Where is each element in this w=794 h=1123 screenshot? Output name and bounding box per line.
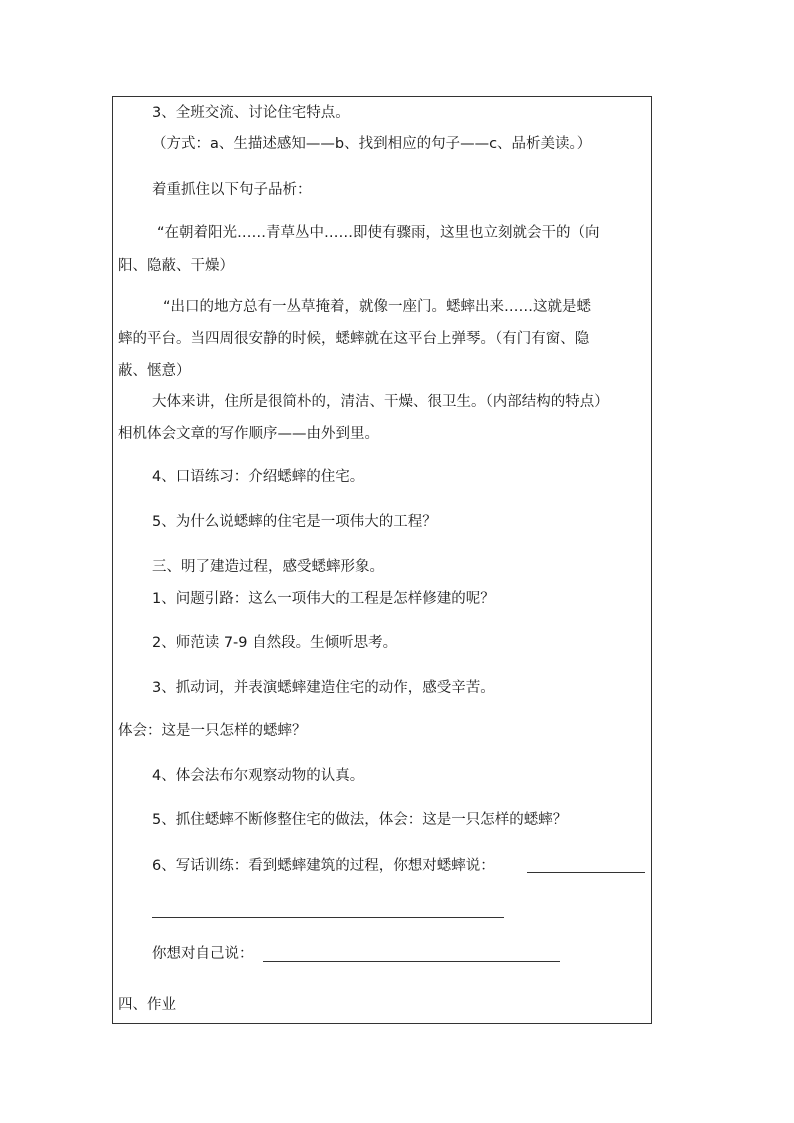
answer-blank-cricket-2 bbox=[152, 917, 504, 918]
text-line-15: 2、师范读 7-9 自然段。生倾听思考。 bbox=[152, 635, 398, 651]
text-line-6: “出口的地方总有一丛草掩着，就像一座门。蟋蟀出来……这就是蟋 bbox=[163, 299, 592, 315]
text-line-14: 1、问题引路：这么一项伟大的工程是怎样修建的呢？ bbox=[152, 591, 495, 607]
text-line-5: 阳、隐蔽、干燥） bbox=[118, 258, 234, 274]
writing-prompt-cricket: 6、写话训练：看到蟋蟀建筑的过程，你想对蟋蟀说： bbox=[152, 858, 495, 874]
text-line-9: 大体来讲，住所是很简朴的，清洁、干燥、很卫生。（内部结构的特点） bbox=[152, 394, 609, 410]
writing-prompt-line bbox=[152, 856, 495, 876]
writing-prompt-self-line bbox=[152, 944, 254, 964]
text-line-19: 5、抓住蟋蟀不断修整住宅的做法，体会：这是一只怎样的蟋蟀？ bbox=[152, 812, 568, 828]
text-line-10: 相机体会文章的写作顺序——由外到里。 bbox=[118, 426, 379, 442]
text-line-2: （方式：a、生描述感知——b、找到相应的句子——c、品析美读。） bbox=[152, 136, 592, 152]
section-homework: 四、作业 bbox=[118, 997, 176, 1013]
text-line-11: 4、口语练习：介绍蟋蟀的住宅。 bbox=[152, 469, 365, 485]
text-line-7: 蟀的平台。当四周很安静的时候，蟋蟀就在这平台上弹琴。（有门有窗、隐 bbox=[118, 331, 590, 347]
answer-blank-self bbox=[263, 961, 560, 962]
text-line-13: 三、明了建造过程，感受蟋蟀形象。 bbox=[152, 559, 384, 575]
text-line-16: 3、抓动词，并表演蟋蟀建造住宅的动作，感受辛苦。 bbox=[152, 680, 495, 696]
text-line-3: 着重抓住以下句子品析： bbox=[152, 182, 312, 198]
writing-prompt-self: 你想对自己说： bbox=[152, 946, 254, 962]
text-line-12: 5、为什么说蟋蟀的住宅是一项伟大的工程？ bbox=[152, 514, 437, 530]
text-line-18: 4、体会法布尔观察动物的认真。 bbox=[152, 768, 365, 784]
text-line-1: 3、全班交流、讨论住宅特点。 bbox=[152, 105, 350, 121]
text-line-8: 蔽、惬意） bbox=[118, 363, 191, 379]
text-line-4: “在朝着阳光……青草丛中……即使有骤雨，这里也立刻就会干的（向 bbox=[157, 225, 600, 241]
answer-blank-cricket-1 bbox=[527, 872, 645, 873]
text-line-17: 体会：这是一只怎样的蟋蟀？ bbox=[118, 723, 307, 739]
